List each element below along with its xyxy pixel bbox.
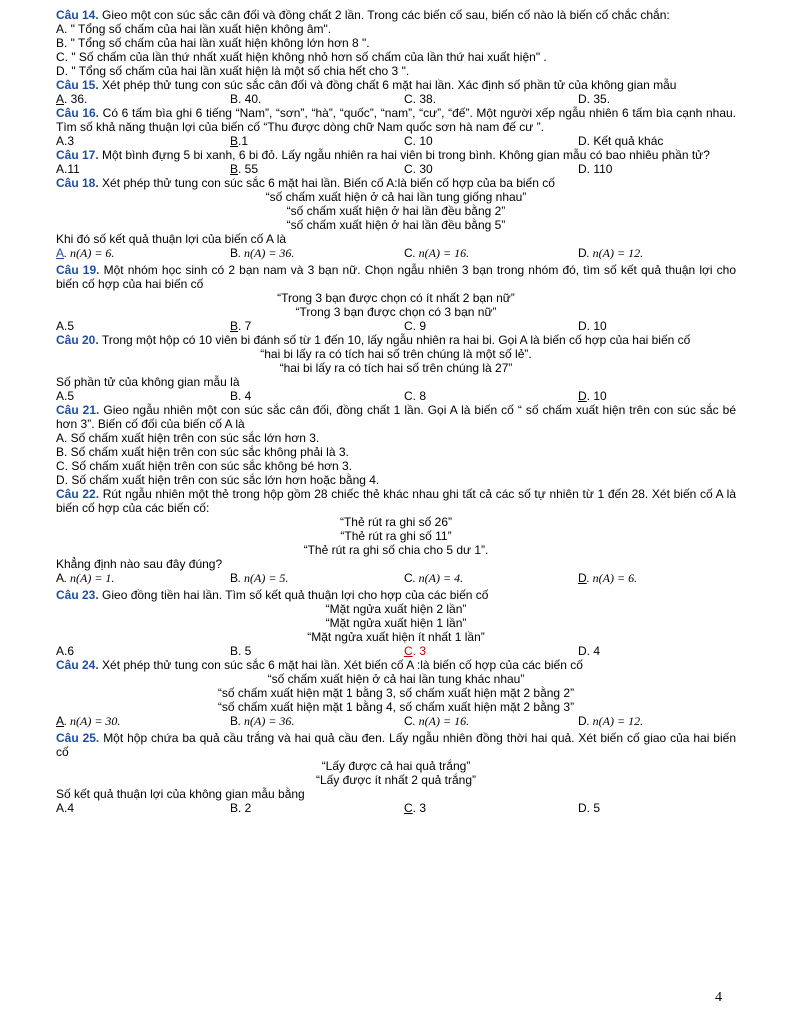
question-19 xyxy=(56,263,736,333)
question-21 xyxy=(56,403,736,487)
question-stem: Gieo một con súc sắc cân đối và đồng chất 2 lần. Trong các biến cố sau, biến cố nào là biến cố chắc chắn: xyxy=(102,8,670,22)
option-b: B. 40. xyxy=(230,92,262,106)
event-item: “số chấm xuất hiện ở cả hai lần tung giống nhau” xyxy=(265,190,527,204)
option-b: B. Số chấm xuất hiện trên con súc sắc không phải là 3. xyxy=(56,445,349,459)
question-15 xyxy=(56,78,736,106)
option-a: A.6 xyxy=(56,644,75,658)
question-number: Câu 18. xyxy=(56,176,99,190)
question-number: Câu 17. xyxy=(56,148,99,162)
option-d: D. Kết quả khác xyxy=(578,134,664,148)
option-c: C. n(A) = 16. xyxy=(404,246,470,260)
event-item: “Thẻ rút ra ghi số 11” xyxy=(340,529,452,543)
question-stem: Trong một hộp có 10 viên bi đánh số từ 1 đến 10, lấy ngẫu nhiên ra hai bi. Gọi A là biến cố hợp của hai biến cố xyxy=(101,333,691,347)
page-number: 4 xyxy=(715,990,722,1005)
option-a: A. n(A) = 1. xyxy=(56,571,115,585)
question-stem: Một bình đựng 5 bi xanh, 6 bi đỏ. Lấy ngẫu nhiên ra hai viên bi trong bình. Không gian mẫu có bao nhiêu phần tử? xyxy=(102,148,710,162)
event-item: “Mặt ngửa xuất hiện 2 lần” xyxy=(325,602,467,616)
question-number: Câu 15. xyxy=(56,78,99,92)
question-16 xyxy=(56,106,736,148)
option-d: D. 10 xyxy=(578,389,607,403)
event-item: “Thẻ rút ra ghi số chia cho 5 dư 1”. xyxy=(303,543,489,557)
option-a: A. n(A) = 6. xyxy=(56,246,115,260)
event-item: “Trong 3 bạn được chọn có 3 bạn nữ” xyxy=(295,305,497,319)
option-c: C. 8 xyxy=(404,389,427,403)
question-stem: Gieo đồng tiền hai lần. Tìm số kết quả thuận lợi cho hợp của các biến cố xyxy=(102,588,489,602)
option-a: A. 36. xyxy=(56,92,88,106)
question-stem: Có 6 tấm bìa ghi 6 tiếng “Nam”, “sơn”, “hà”, “quốc”, “nam”, “cư”, “đế”. Một người xếp ngẫu nhiên 6 tấm bìa cạnh nhau. Tìm số khả năng thuận lợi của biến cố “Thu được dòng chữ Nam quốc sơn hà nam đế cư ”. xyxy=(56,106,736,134)
event-item: “hai bi lấy ra có tích hai số trên chúng là một số lẻ”. xyxy=(260,347,532,361)
question-number: Câu 21. xyxy=(56,403,100,417)
question-18 xyxy=(56,176,736,260)
option-c: C. Số chấm xuất hiện trên con súc sắc không bé hơn 3. xyxy=(56,459,353,473)
question-25 xyxy=(56,731,736,815)
question-20 xyxy=(56,333,736,403)
event-item: “Mặt ngửa xuất hiện 1 lần” xyxy=(325,616,467,630)
option-d: D. 35. xyxy=(578,92,611,106)
question-stem: Xét phép thử tung con súc sắc 6 mặt hai lần. Xét biến cố A :là biến cố hợp của các biến cố xyxy=(102,658,583,672)
option-c: C. 9 xyxy=(404,319,427,333)
question-17 xyxy=(56,148,736,176)
option-a: A.11 xyxy=(56,162,80,176)
question-number: Câu 24. xyxy=(56,658,99,672)
option-b: B. n(A) = 36. xyxy=(230,714,295,728)
option-d: D. 4 xyxy=(578,644,601,658)
option-a: A.5 xyxy=(56,389,75,403)
option-b: B. 2 xyxy=(230,801,252,815)
event-item: “số chấm xuất hiện ở hai lần đều bằng 5” xyxy=(286,218,506,232)
question-stem: Xét phép thử tung con súc sắc cân đối và đồng chất 6 mặt hai lần. Xác định số phần tử của không gian mẫu xyxy=(102,78,677,92)
question-prompt: Số phần tử của không gian mẫu là xyxy=(56,375,240,389)
option-a: A.3 xyxy=(56,134,75,148)
question-number: Câu 16. xyxy=(56,106,100,120)
option-b: B.1 xyxy=(230,134,249,148)
option-b: B. n(A) = 5. xyxy=(230,571,289,585)
option-c: C. n(A) = 4. xyxy=(404,571,464,585)
option-d: D. n(A) = 6. xyxy=(578,571,638,585)
event-item: “số chấm xuất hiện mặt 1 bằng 3, số chấm xuất hiện mặt 2 bằng 2” xyxy=(217,686,575,700)
question-22 xyxy=(56,487,736,585)
option-a: A.4 xyxy=(56,801,75,815)
event-item: “Trong 3 bạn được chọn có ít nhất 2 bạn nữ” xyxy=(277,291,515,305)
question-prompt: Khi đó số kết quả thuận lợi của biến cố A là xyxy=(56,232,287,246)
question-stem: Rút ngẫu nhiên một thẻ trong hộp gồm 28 chiếc thẻ khác nhau ghi tất cả các số tự nhiên từ 1 đến 28. Xét biến cố A là biến cố hợp của các biến cố: xyxy=(56,487,737,515)
option-c: C. " Số chấm của lần thứ nhất xuất hiện không nhỏ hơn số chấm của lần thứ hai xuất hiện" . xyxy=(56,50,547,64)
option-a: A.5 xyxy=(56,319,75,333)
event-item: “Lấy được ít nhất 2 quả trắng” xyxy=(316,773,476,787)
question-24 xyxy=(56,658,736,728)
option-b: B. 55 xyxy=(230,162,259,176)
question-list xyxy=(56,8,736,815)
question-prompt: Số kết quả thuận lợi của không gian mẫu bằng xyxy=(56,787,305,801)
event-item: “Lấy được cả hai quả trắng” xyxy=(321,759,471,773)
option-b: B. " Tổng số chấm của hai lần xuất hiện không lớn hơn 8 ". xyxy=(56,36,370,50)
event-item: “Mặt ngửa xuất hiện ít nhất 1 lần” xyxy=(307,630,485,644)
question-number: Câu 25. xyxy=(56,731,100,745)
option-d: D. 110 xyxy=(578,162,613,176)
option-b: B. n(A) = 36. xyxy=(230,246,295,260)
option-a: A. Số chấm xuất hiện trên con súc sắc lớn hơn 3. xyxy=(56,431,320,445)
option-c: C. 10 xyxy=(404,134,433,148)
option-c: C. 30 xyxy=(404,162,433,176)
question-stem: Xét phép thử tung con súc sắc 6 mặt hai lần. Biến cố A:là biến cố hợp của ba biến cố xyxy=(102,176,555,190)
event-item: “số chấm xuất hiện ở hai lần đều bằng 2” xyxy=(286,204,506,218)
option-d: D. n(A) = 12. xyxy=(578,714,644,728)
question-14 xyxy=(56,8,736,78)
question-stem: Gieo ngẫu nhiên một con súc sắc cân đối, đồng chất 1 lần. Gọi A là biến cố “ số chấm xuất hiện trên con súc sắc bé hơn 3”. Biến cố đối của biến cố A là xyxy=(56,403,737,431)
option-b: B. 4 xyxy=(230,389,252,403)
question-stem: Một hộp chứa ba quả cầu trắng và hai quả cầu đen. Lấy ngẫu nhiên đồng thời hai quả. Xét biến cố giao của hai biến cố xyxy=(56,731,736,759)
option-a: A. " Tổng số chấm của hai lần xuất hiện không âm". xyxy=(56,22,332,36)
option-c: C. 3 xyxy=(404,644,427,658)
event-item: “Thẻ rút ra ghi số 26” xyxy=(339,515,453,529)
question-stem: Một nhóm học sinh có 2 bạn nam và 3 bạn nữ. Chọn ngẫu nhiên 3 bạn trong nhóm đó, tìm số kết quả thuận lợi cho biến cố hợp của hai biến cố xyxy=(56,263,736,291)
question-number: Câu 20. xyxy=(56,333,99,347)
option-c: C. 3 xyxy=(404,801,427,815)
option-c: C. n(A) = 16. xyxy=(404,714,470,728)
event-item: “hai bi lấy ra có tích hai số trên chúng là 27” xyxy=(279,361,513,375)
question-number: Câu 14. xyxy=(56,8,99,22)
event-item: “số chấm xuất hiện ở cả hai lần tung khác nhau” xyxy=(267,672,525,686)
question-23 xyxy=(56,588,736,658)
option-d: D. n(A) = 12. xyxy=(578,246,644,260)
option-b: B. 5 xyxy=(230,644,252,658)
question-prompt: Khẳng định nào sau đây đúng? xyxy=(56,557,223,571)
option-a: A. n(A) = 30. xyxy=(56,714,121,728)
option-d: D. 5 xyxy=(578,801,601,815)
event-item: “số chấm xuất hiện mặt 1 bằng 4, số chấm xuất hiện mặt 2 bằng 3” xyxy=(217,700,575,714)
option-b: B. 7 xyxy=(230,319,252,333)
question-number: Câu 22. xyxy=(56,487,100,501)
option-c: C. 38. xyxy=(404,92,437,106)
question-number: Câu 23. xyxy=(56,588,99,602)
question-number: Câu 19. xyxy=(56,263,100,277)
option-d: D. 10 xyxy=(578,319,607,333)
option-d: D. Số chấm xuất hiện trên con súc sắc lớn hơn hoặc bằng 4. xyxy=(56,473,380,487)
option-d: D. " Tổng số chấm của hai lần xuất hiện là một số chia hết cho 3 ". xyxy=(56,64,410,78)
